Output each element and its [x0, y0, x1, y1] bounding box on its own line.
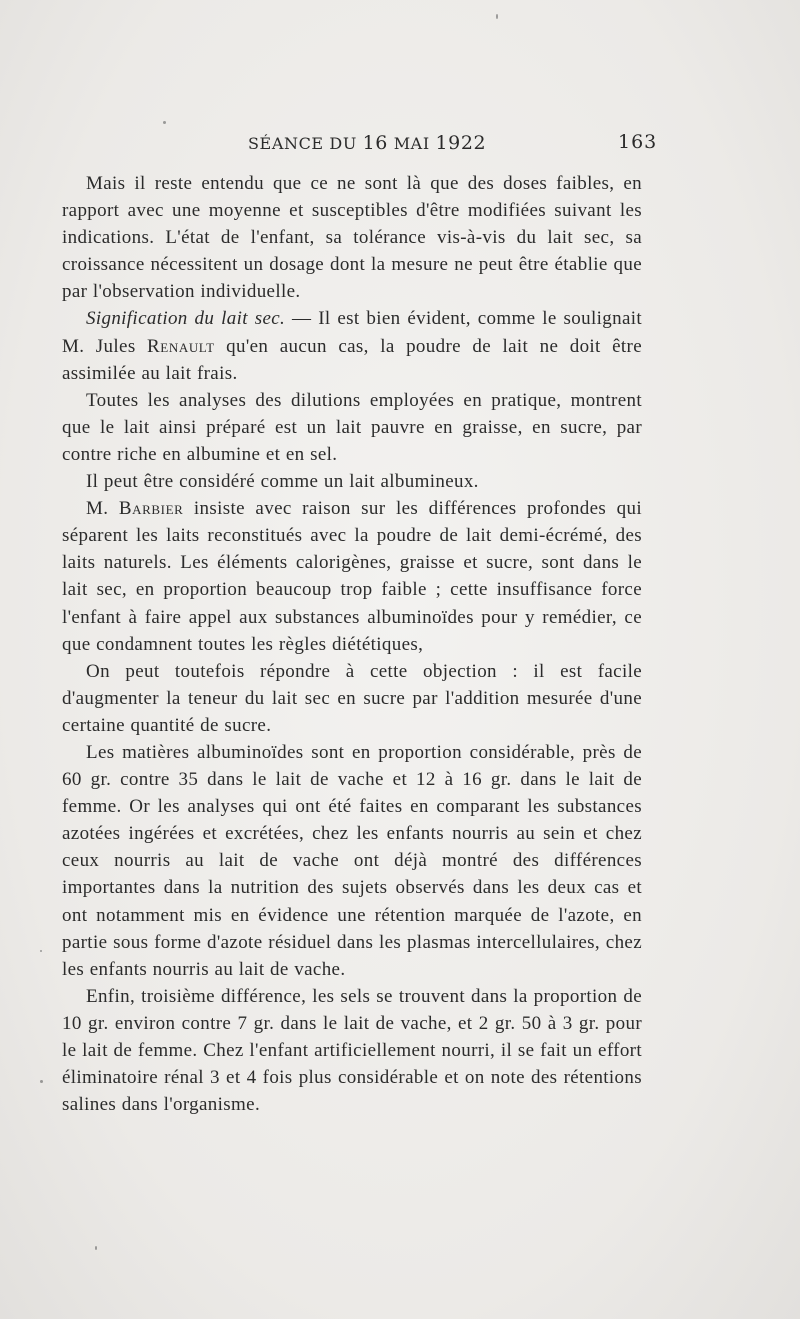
author-name-renault: Renault	[147, 335, 215, 357]
running-head	[248, 132, 486, 154]
running-head-year: 1922	[435, 132, 487, 154]
author-name-barbier: Barbier	[118, 498, 184, 520]
section-title-signification: Signification du lait sec.	[86, 308, 286, 330]
paper-speck	[95, 1246, 97, 1250]
running-head-month: MAI	[393, 134, 430, 153]
paragraph-albuminoides: Les matières albuminoïdes sont en proportion considérable, près de 60 gr. contre 35 dans le lait de vache et 12 à 16 gr. dans le lait de femme. Or les analyses qui ont été faites en comparant les substances azotées ingérées et excrétées, chez les enfants nourris au sein et chez ceux nourris au lait de vache ont déjà montré des différences importantes dans la nutrition des sujets observés dans les deux cas et ont notamment mis en évidence une rétention marquée de l'azote, en partie sous forme d'azote résiduel dans les plasmas intercellulaires, chez les enfants nourris au lait de vache.	[62, 741, 642, 980]
page-number: 163	[618, 131, 658, 153]
paragraph-analyses: Toutes les analyses des dilutions employées en pratique, montrent que le lait ainsi préparé est un lait pauvre en graisse, en sucre, par contre riche en albumine et en sel.	[62, 389, 642, 465]
paper-speck	[40, 1080, 43, 1083]
paragraph-barbier-text-b: insiste avec raison sur les différences profondes qui séparent les laits reconstitués avec la poudre de lait demi-écrémé, des laits naturels. Les éléments calorigènes, graisse et sucre, sont dans le lait sec, en proportion beaucoup trop faible ; cette insuffisance force l'enfant à faire appel aux substances albuminoïdes pour y remédier, ce que condamnent toutes les règles diététiques,	[62, 498, 642, 655]
paragraph-signification-text-b: qu'en aucun cas, la poudre de lait ne doit être assimilée au lait frais.	[62, 335, 643, 384]
paper-speck	[163, 121, 166, 124]
page-header	[0, 132, 800, 158]
paragraph-barbier	[62, 495, 642, 658]
paragraph-signification	[62, 305, 642, 386]
paragraph-objection: On peut toutefois répondre à cette objection : il est facile d'augmenter la teneur du lait sec en sucre par l'addition mesurée d'une certaine quantité de sucre.	[62, 660, 642, 736]
running-head-prefix: SÉANCE DU	[248, 134, 357, 153]
body-text	[62, 170, 642, 1118]
paragraph-albumineux: Il peut être considéré comme un lait albumineux.	[86, 471, 479, 493]
paper-speck	[40, 950, 42, 952]
paragraph-doses: Mais il reste entendu que ce ne sont là que des doses faibles, en rapport avec une moyenne et susceptibles d'être modifiées suivant les indications. L'état de l'enfant, sa tolérance vis-à-vis du lait sec, sa croissance nécessitent un dosage dont la mesure ne peut être établie que par l'observation individuelle.	[62, 173, 642, 303]
paper-speck	[496, 14, 498, 19]
paragraph-sels: Enfin, troisième différence, les sels se trouvent dans la proportion de 10 gr. environ contre 7 gr. dans le lait de vache, et 2 gr. 50 à 3 gr. pour le lait de femme. Chez l'enfant artificiellement nourri, il se fait un effort éliminatoire rénal 3 et 4 fois plus considérable et on note des rétentions salines dans l'organisme.	[62, 985, 642, 1116]
paragraph-signification-text-a: — Il est bien évident, comme le soulignait M. Jules	[62, 308, 642, 357]
running-head-day: 16	[362, 132, 388, 154]
paragraph-barbier-text-a: M.	[86, 498, 119, 520]
